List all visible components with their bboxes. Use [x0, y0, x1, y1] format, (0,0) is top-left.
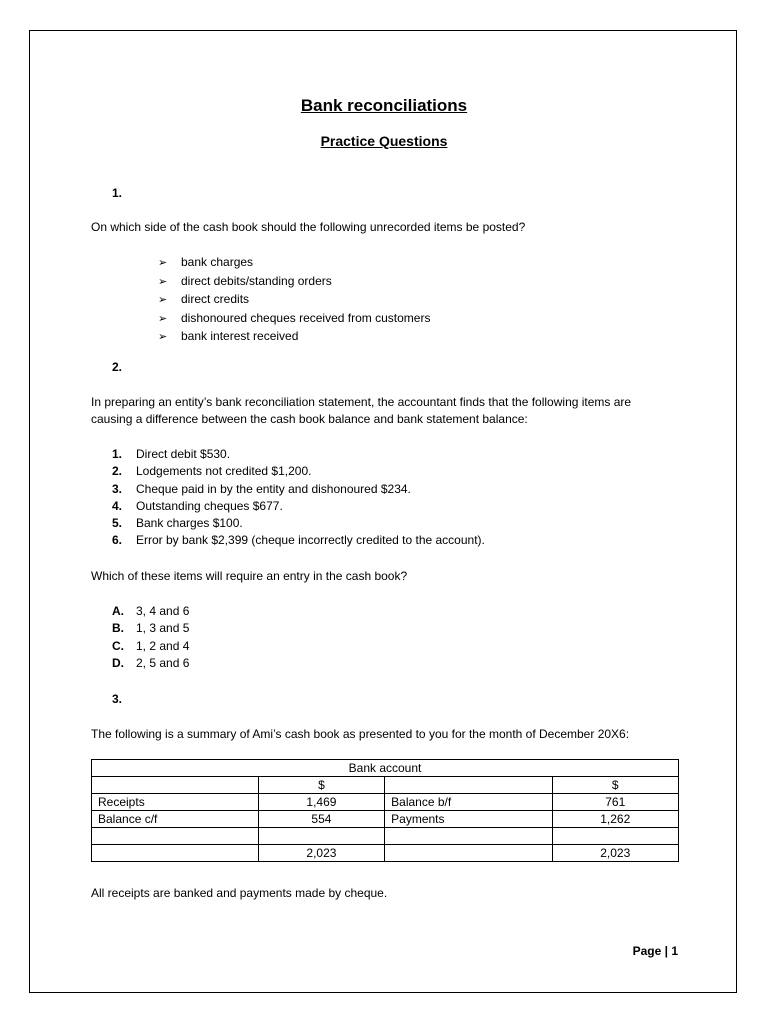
- answer-option: D. 2, 5 and 6: [112, 655, 190, 670]
- list-item: 3. Cheque paid in by the entity and dishonoured $234.: [112, 481, 411, 496]
- question-2-options: [112, 603, 189, 672]
- question-1-number: 1.: [112, 186, 123, 200]
- arrow-bullet-icon: ➢: [158, 294, 168, 306]
- document-subtitle: Practice Questions: [320, 133, 448, 149]
- question-3-number: 3.: [112, 692, 123, 706]
- answer-option: B. 1, 3 and 5: [112, 621, 190, 636]
- question-1-item-list: [158, 254, 430, 347]
- list-item: ➢ direct credits: [158, 291, 430, 310]
- table-total-row: 2,023 2,023: [92, 845, 679, 862]
- question-3-note: All receipts are banked and payments made by cheque.: [91, 886, 388, 900]
- page-number: Page | 1: [632, 944, 678, 958]
- list-item: 1. Direct debit $530.: [112, 447, 231, 461]
- table-cell: [92, 777, 259, 794]
- table-row: [92, 828, 679, 845]
- bank-account-table: [91, 759, 679, 862]
- list-item: 6. Error by bank $2,399 (cheque incorrectly credited to the account).: [112, 533, 485, 548]
- question-1-text: On which side of the cash book should the following unrecorded items be posted?: [91, 220, 526, 234]
- currency-header-left: $: [258, 777, 384, 794]
- arrow-bullet-icon: ➢: [158, 312, 168, 325]
- table-row: Balance c/f 554 Payments 1,262: [92, 811, 679, 828]
- document-title: Bank reconciliations: [300, 96, 468, 115]
- question-2-intro-line2: causing a difference between the cash book balance and bank statement balance:: [91, 412, 528, 426]
- list-item: 2. Lodgements not credited $1,200.: [112, 464, 312, 479]
- arrow-bullet-icon: ➢: [158, 257, 168, 269]
- arrow-bullet-icon: ➢: [158, 331, 168, 343]
- list-item: ➢ bank interest received: [158, 328, 430, 347]
- table-row: Receipts 1,469 Balance b/f 761: [92, 794, 679, 811]
- answer-option: C. 1, 2 and 4: [112, 638, 190, 653]
- list-item: 4. Outstanding cheques $677.: [112, 498, 283, 513]
- table-cell: [385, 777, 552, 794]
- table-caption-row: [92, 760, 679, 777]
- currency-header-right: $: [552, 777, 678, 794]
- question-2-intro-line1: In preparing an entity’s bank reconciliation statement, the accountant finds that the following items are: [91, 395, 632, 409]
- table-header-row: [92, 777, 679, 794]
- question-3-text: The following is a summary of Ami’s cash book as presented to you for the month of December 20X6:: [91, 727, 630, 741]
- question-2-prompt: Which of these items will require an entry in the cash book?: [91, 569, 408, 583]
- list-item: 5. Bank charges $100.: [112, 516, 243, 531]
- arrow-bullet-icon: ➢: [158, 275, 168, 288]
- list-item: ➢ bank charges: [158, 254, 430, 273]
- table-caption: Bank account: [92, 760, 679, 777]
- list-item: ➢ dishonoured cheques received from customers: [158, 310, 430, 329]
- answer-option: A. 3, 4 and 6: [112, 604, 190, 618]
- question-2-item-list: [112, 446, 485, 550]
- list-item: ➢ direct debits/standing orders: [158, 273, 430, 292]
- question-2-number: 2.: [112, 360, 123, 374]
